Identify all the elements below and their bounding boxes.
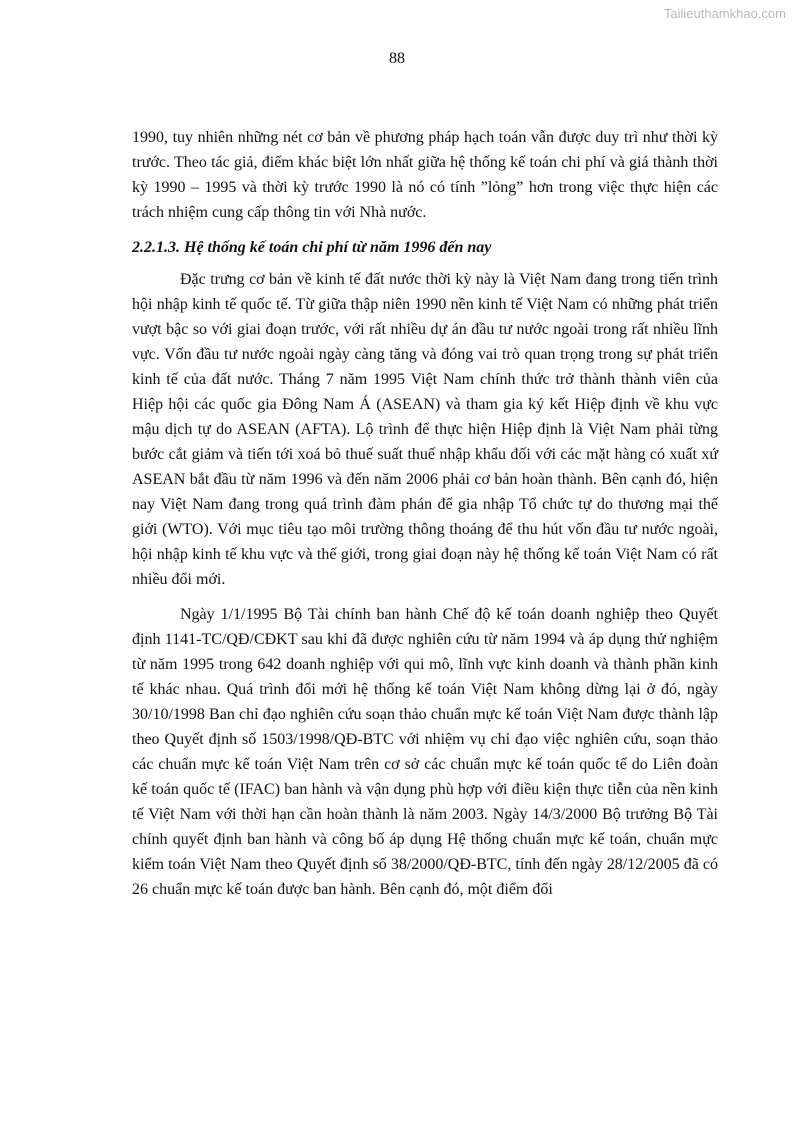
watermark-text: Tailieuthamkhao.com — [663, 6, 786, 21]
document-body — [132, 125, 718, 902]
section-heading: 2.2.1.3. Hệ thống kế toán chi phí từ năm 1996 đến nay — [132, 239, 492, 256]
paragraph-economy: Đặc trưng cơ bản về kinh tế đất nước thời kỳ này là Việt Nam đang trong tiến trình hội nhập kinh tế quốc tế. Từ giữa thập niên 1990 nền kinh tế Việt Nam có những phát triển vượt bậc so với giai đoạn trước, với rất nhiều dự án đầu tư nước ngoài trong rất nhiều lĩnh vực. Vốn đầu tư nước ngoài ngày càng tăng và đóng vai trò quan trọng trong sự phát triển kinh tế của đất nước. Tháng 7 năm 1995 Việt Nam chính thức trở thành thành viên của Hiệp hội các quốc gia Đông Nam Á (ASEAN) và tham gia ký kết Hiệp định về khu vực mậu dịch tự do ASEAN (AFTA). Lộ trình để thực hiện Hiệp định là Việt Nam phải từng bước cắt giảm và tiến tới xoá bỏ thuế suất thuế nhập khẩu đối với các mặt hàng có xuất xứ ASEAN bắt đầu từ năm 1996 và đến năm 2006 phải cơ bản hoàn thành. Bên cạnh đó, hiện nay Việt Nam đang trong quá trình đàm phán để gia nhập Tổ chức tự do thương mại thế giới (WTO). Với mục tiêu tạo môi trường thông thoáng để thu hút vốn đầu tư nước ngoài, hội nhập kinh tế khu vực và thế giới, trong giai đoạn này hệ thống kế toán Việt Nam có rất nhiều đổi mới. — [132, 271, 718, 588]
paragraph-intro: 1990, tuy nhiên những nét cơ bản về phương pháp hạch toán vẫn được duy trì như thời kỳ trước. Theo tác giả, điểm khác biệt lớn nhất giữa hệ thống kế toán chi phí và giá thành thời kỳ 1990 – 1995 và thời kỳ trước 1990 là nó có tính ”lỏng” hơn trong việc thực hiện các trách nhiệm cung cấp thông tin với Nhà nước. — [132, 129, 718, 221]
paragraph-reform: Ngày 1/1/1995 Bộ Tài chính ban hành Chế độ kế toán doanh nghiệp theo Quyết định 1141-TC/QĐ/CĐKT sau khi đã được nghiên cứu từ năm 1994 và áp dụng thử nghiệm từ năm 1995 trong 642 doanh nghiệp với qui mô, lĩnh vực kinh doanh và thành phần kinh tế khác nhau. Quá trình đổi mới hệ thống kế toán Việt Nam không dừng lại ở đó, ngày 30/10/1998 Ban chỉ đạo nghiên cứu soạn thảo chuẩn mực kế toán Việt Nam được thành lập theo Quyết định số 1503/1998/QĐ-BTC với nhiệm vụ chỉ đạo việc nghiên cứu, soạn thảo các chuẩn mực kế toán Việt Nam trên cơ sở các chuẩn mực kế toán quốc tế do Liên đoàn kế toán quốc tế (IFAC) ban hành và vận dụng phù hợp với điều kiện thực tiễn của nền kinh tế Việt Nam với thời hạn cần hoàn thành là năm 2003. Ngày 14/3/2000 Bộ trưởng Bộ Tài chính quyết định ban hành và công bố áp dụng Hệ thống chuẩn mực kế toán, chuẩn mực kiểm toán Việt Nam theo Quyết định số 38/2000/QĐ-BTC, tính đến ngày 28/12/2005 đã có 26 chuẩn mực kế toán được ban hành. Bên cạnh đó, một điểm đổi — [132, 606, 718, 898]
page-number: 88 — [389, 50, 405, 67]
